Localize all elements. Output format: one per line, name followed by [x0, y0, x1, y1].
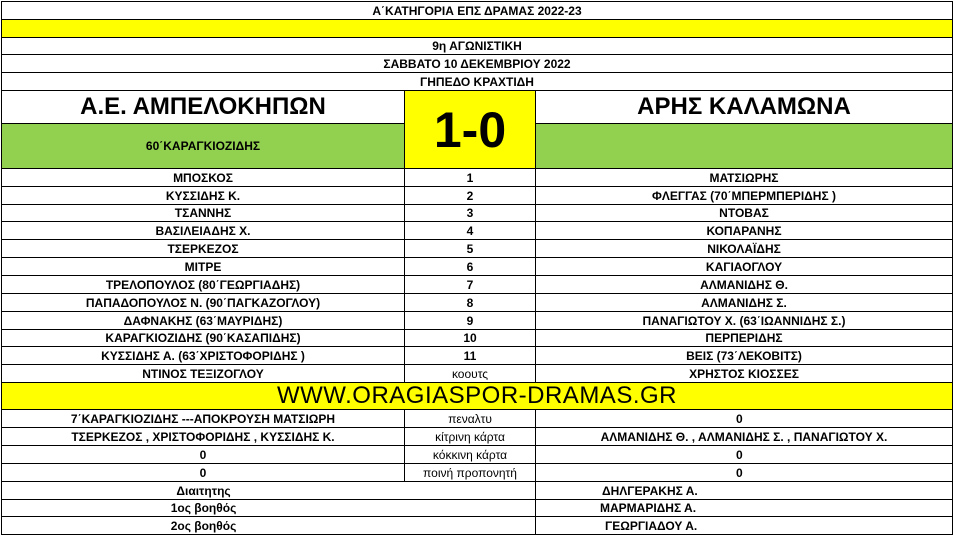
- home-player: ΚΥΣΣΙΔΗΣ Κ.: [1, 187, 405, 205]
- stadium: ΓΗΠΕΔΟ ΚΡΑΧΤΙΔΗ: [1, 73, 953, 91]
- official-role: 1ος βοηθός: [1, 500, 405, 517]
- matchday: 9η ΑΓΩΝΙΣΤΙΚΗ: [1, 38, 953, 55]
- coach-penalty-label: ποινή προπονητή: [405, 464, 536, 482]
- away-player: ΠΕΡΠΕΡΙΔΗΣ: [536, 330, 953, 347]
- official-name: ΔΗΛΓΕΡΑΚΗΣ Α.: [536, 482, 953, 500]
- lineup-row: [1, 276, 953, 294]
- shirt-number: 3: [405, 205, 536, 222]
- home-player: ΚΑΡΑΓΚΙΟΖΙΔΗΣ (90΄ΚΑΣΑΠΙΔΗΣ): [1, 330, 405, 347]
- home-coach: ΝΤΙΝΟΣ ΤΕΞΙΖΟΓΛΟΥ: [1, 365, 405, 383]
- shirt-number: 1: [405, 169, 536, 187]
- stats-row: [1, 464, 953, 482]
- home-penalty: 7΄ΚΑΡΑΓΚΙΟΖΙΔΗΣ ---ΑΠΟΚΡΟΥΣΗ ΜΑΤΣΙΩΡΗ: [1, 410, 405, 428]
- away-player: ΦΛΕΓΓΑΣ (70΄ΜΠΕΡΜΠΕΡΙΔΗΣ ): [536, 187, 953, 205]
- stats-row: [1, 446, 953, 464]
- lineup-row: [1, 330, 953, 347]
- away-player: ΝΤΟΒΑΣ: [536, 205, 953, 222]
- lineup-row: [1, 205, 953, 222]
- official-row: [1, 482, 953, 500]
- lineup-row: [1, 240, 953, 258]
- home-red-cards: 0: [1, 446, 405, 464]
- away-coach-penalty: 0: [536, 464, 953, 482]
- shirt-number: 4: [405, 222, 536, 240]
- penalty-label: πεναλτυ: [405, 410, 536, 428]
- home-player: ΤΡΕΛΟΠΟΥΛΟΣ (80΄ΓΕΩΡΓΙΑΔΗΣ): [1, 276, 405, 294]
- away-scorers: [536, 124, 953, 169]
- official-row: [1, 517, 953, 535]
- lineup-row: [1, 222, 953, 240]
- away-player: ΒΕΙΣ (73΄ΛΕΚΟΒΙΤΣ): [536, 347, 953, 365]
- home-player: ΤΣΑΝΝΗΣ: [1, 205, 405, 222]
- home-player: ΒΑΣΙΛΕΙΑΔΗΣ Χ.: [1, 222, 405, 240]
- home-team-name: Α.Ε. ΑΜΠΕΛΟΚΗΠΩΝ: [1, 91, 405, 124]
- home-player: ΤΣΕΡΚΕΖΟΣ: [1, 240, 405, 258]
- home-player: ΜΠΟΣΚΟΣ: [1, 169, 405, 187]
- shirt-number: 10: [405, 330, 536, 347]
- home-player: ΠΑΠΑΔΟΠΟΥΛΟΣ Ν. (90΄ΠΑΓΚΑΖΟΓΛΟΥ): [1, 294, 405, 312]
- home-player: ΜΙΤΡΕ: [1, 258, 405, 276]
- official-name: ΓΕΩΡΓΙΑΔΟΥ Α.: [536, 517, 953, 535]
- stats-row: [1, 410, 953, 428]
- lineup-row: [1, 312, 953, 330]
- away-player: ΝΙΚΟΛΑΪΔΗΣ: [536, 240, 953, 258]
- away-player: ΠΑΝΑΓΙΩΤΟΥ Χ. (63΄ΙΩΑΝΝΙΔΗΣ Σ.): [536, 312, 953, 330]
- home-coach-penalty: 0: [1, 464, 405, 482]
- yellow-spacer: [1, 20, 953, 38]
- home-player: ΔΑΦΝΑΚΗΣ (63΄ΜΑΥΡΙΔΗΣ): [1, 312, 405, 330]
- website-banner: WWW.ORAGIASPOR-DRAMAS.GR: [1, 383, 953, 410]
- away-coach: ΧΡΗΣΤΟΣ ΚΙΟΣΣΕΣ: [536, 365, 953, 383]
- coach-row: [1, 365, 953, 383]
- away-team-name: ΑΡΗΣ ΚΑΛΑΜΩΝΑ: [536, 91, 953, 124]
- shirt-number: 8: [405, 294, 536, 312]
- away-red-cards: 0: [536, 446, 953, 464]
- lineup-row: [1, 258, 953, 276]
- shirt-number: 7: [405, 276, 536, 294]
- away-player: ΜΑΤΣΙΩΡΗΣ: [536, 169, 953, 187]
- official-role: 2ος βοηθός: [1, 517, 405, 535]
- lineup-row: [1, 294, 953, 312]
- home-yellow-cards: ΤΣΕΡΚΕΖΟΣ , ΧΡΙΣΤΟΦΟΡΙΔΗΣ , ΚΥΣΣΙΔΗΣ Κ.: [1, 428, 405, 446]
- official-role: Διαιτητης: [1, 482, 405, 500]
- lineup-row: [1, 169, 953, 187]
- coach-label: κοουτς: [405, 365, 536, 383]
- away-yellow-cards: ΑΛΜΑΝΙΔΗΣ Θ. , ΑΛΜΑΝΙΔΗΣ Σ. , ΠΑΝΑΓΙΩΤΟΥ Χ.: [536, 428, 953, 446]
- away-player: ΑΛΜΑΝΙΔΗΣ Θ.: [536, 276, 953, 294]
- shirt-number: 9: [405, 312, 536, 330]
- final-score: 1-0: [405, 91, 536, 169]
- home-scorers: 60΄ΚΑΡΑΓΚΙΟΖΙΔΗΣ: [1, 124, 405, 169]
- shirt-number: 6: [405, 258, 536, 276]
- red-card-label: κόκκινη κάρτα: [405, 446, 536, 464]
- away-player: ΑΛΜΑΝΙΔΗΣ Σ.: [536, 294, 953, 312]
- away-player: ΚΟΠΑΡΑΝΗΣ: [536, 222, 953, 240]
- away-player: ΚΑΓΙΑΟΓΛΟΥ: [536, 258, 953, 276]
- official-name: ΜΑΡΜΑΡΙΔΗΣ Α.: [536, 500, 953, 517]
- stats-row: [1, 428, 953, 446]
- lineup-row: [1, 187, 953, 205]
- shirt-number: 2: [405, 187, 536, 205]
- official-row: [1, 500, 953, 517]
- league-title: Α΄ΚΑΤΗΓΟΡΙΑ ΕΠΣ ΔΡΑΜΑΣ 2022-23: [1, 2, 953, 20]
- shirt-number: 11: [405, 347, 536, 365]
- match-date: ΣΑΒΒΑΤΟ 10 ΔΕΚΕΜΒΡΙΟΥ 2022: [1, 55, 953, 73]
- shirt-number: 5: [405, 240, 536, 258]
- yellow-card-label: κίτρινη κάρτα: [405, 428, 536, 446]
- lineup-row: [1, 347, 953, 365]
- home-player: ΚΥΣΣΙΔΗΣ Α. (63΄ΧΡΙΣΤΟΦΟΡΙΔΗΣ ): [1, 347, 405, 365]
- away-penalty: 0: [536, 410, 953, 428]
